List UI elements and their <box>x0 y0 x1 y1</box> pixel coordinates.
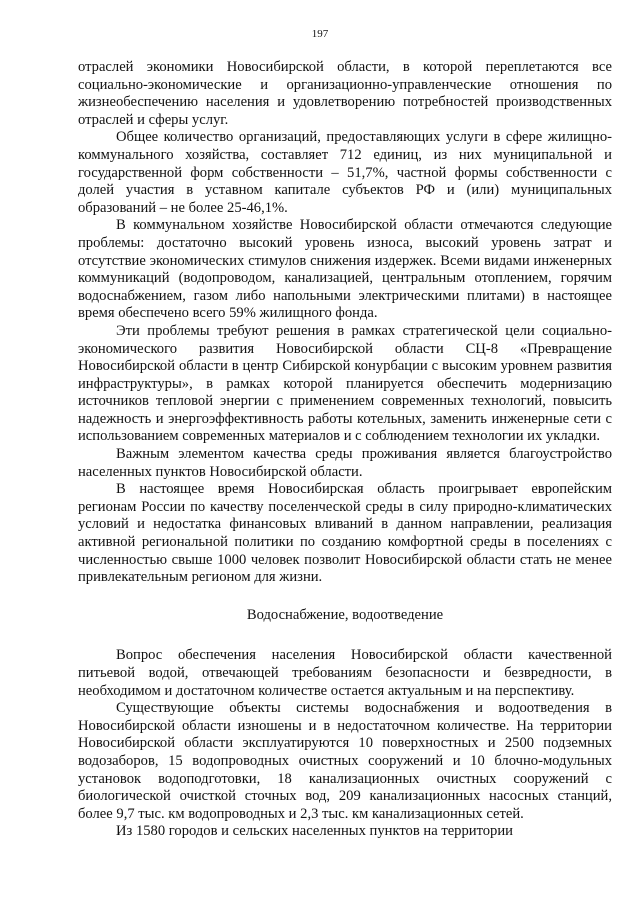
paragraph: Существующие объекты системы водоснабжения и водоотведения в Новосибирской области изношены и в недостаточном количестве. На территории Новосибирской области эксплуатируются 10 поверхностных и 2500 подземных водозаборов, 15 водопроводных очистных сооружений и 10 блочно-модульных установок водоподготовки, 18 канализационных очистных сооружений с биологической очисткой сточных вод, 209 канализационных насосных станций, более 9,7 тыс. км водопроводных и 2,3 тыс. км канализационных сетей. <box>78 700 612 822</box>
paragraph: Вопрос обеспечения населения Новосибирской области качественной питьевой водой, отвечающей требованиям безопасности и безвредности, в необходимом и достаточном количестве остается актуальным и на перспективу. <box>78 647 612 699</box>
paragraph: отраслей экономики Новосибирской области, в которой переплетаются все социально-экономические и организационно-управленческие отношения по жизнеобеспечению населения и удовлетворению потребностей производственных отраслей и сферы услуг. <box>78 59 612 128</box>
document-body <box>78 59 612 841</box>
paragraph: В коммунальном хозяйстве Новосибирской области отмечаются следующие проблемы: достаточно высокий уровень износа, высокий уровень затрат и отсутствие экономических стимулов снижения издержек. Всеми видами инженерных коммуникаций (водопроводом, канализацией, центральным отоплением, горячим водоснабжением, газом либо напольными электрическими плитами) в настоящее время обеспечено всего 59% жилищного фонда. <box>78 217 612 322</box>
paragraph: Важным элементом качества среды проживания является благоустройство населенных пунктов Новосибирской области. <box>78 446 612 480</box>
paragraph: В настоящее время Новосибирская область проигрывает европейским регионам России по качеству поселенческой среды в силу природно-климатических условий и недостатка финансовых вливаний в данном направлении, реализация активной региональной политики по созданию комфортной среды в поселениях с численностью свыше 1000 человек позволит Новосибирской области стать не менее привлекательным регионом для жизни. <box>78 481 612 586</box>
section-heading: Водоснабжение, водоотведение <box>246 606 444 623</box>
paragraph: Общее количество организаций, предоставляющих услуги в сфере жилищно-коммунального хозяйства, составляет 712 единиц, из них муниципальной и государственной форм собственности – 51,7%, частной формы собственности с долей участия в уставном капитале субъектов РФ и (или) муниципальных образований – не более 25-46,1%. <box>78 129 612 216</box>
page-number: 197 <box>311 28 329 40</box>
paragraph: Из 1580 городов и сельских населенных пунктов на территории <box>116 823 513 840</box>
paragraph: Эти проблемы требуют решения в рамках стратегической цели социально-экономического развития Новосибирской области СЦ-8 «Превращение Новосибирской области в центр Сибирской конурбации с высоким уровнем развития инфраструктуры», в рамках которой планируется обеспечить модернизацию источников тепловой энергии с применением современных технологий, повысить надежность и энергоэффективность работы котельных, заменить инженерные сети с использованием современных материалов и с соблюдением технологии их укладки. <box>78 322 612 445</box>
